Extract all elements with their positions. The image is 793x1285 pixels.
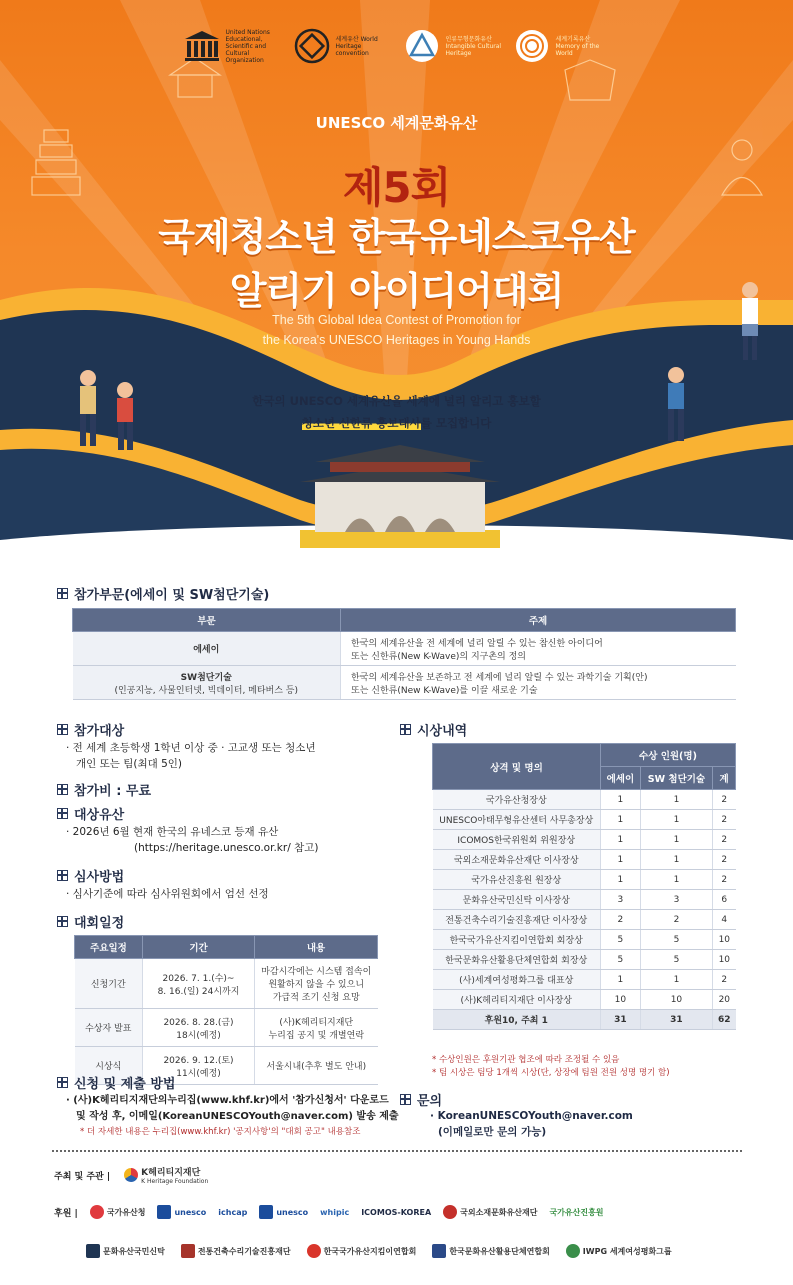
sponsor-row-2 <box>86 1244 672 1258</box>
heritage-utilization-icon <box>432 1244 446 1258</box>
heritage-link: (https://heritage.unesco.or.kr/ 참고) <box>134 842 319 854</box>
awards-table <box>432 743 736 1030</box>
table-header: 주요일정 <box>75 936 143 959</box>
submission-heading: 신청 및 제출 방법 <box>57 1073 175 1092</box>
section-icon <box>57 784 68 795</box>
sponsor-logo: 전통건축수리기술진흥재단 <box>181 1244 291 1258</box>
table-row: 국외소재문화유산재단 이사장상 1 1 2 <box>433 850 736 870</box>
submission-text: · (사)K헤리티지재단의누리집(www.khf.kr)에서 '참가신청서' 다운로드 및 작성 후, 이메일(KoreanUNESCOYouth@naver.com) 발송 제출 <box>66 1095 399 1122</box>
table-row: 국가유산진흥원 원장상 1 1 2 <box>433 870 736 890</box>
table-row: 한국국가유산지킴이연합회 회장상 5 5 10 <box>433 930 736 950</box>
section-icon <box>57 916 68 927</box>
table-header: 상격 및 명의 <box>433 744 601 790</box>
sponsor-logo: ICOMOS-KOREA <box>361 1207 432 1217</box>
sponsor-logo: unesco <box>259 1205 308 1219</box>
sponsor-logo: 한국문화유산활용단체연합회 <box>432 1244 549 1258</box>
table-row: (사)K헤리티지재단 이사장상 10 10 20 <box>433 990 736 1010</box>
table-header: SW 첨단기술 <box>640 767 712 790</box>
section-icon <box>57 588 68 599</box>
sponsor-logo: ichcap <box>218 1207 248 1217</box>
edition-number: 제5회 <box>342 163 451 212</box>
judging-heading: 심사방법 <box>57 866 124 885</box>
sponsor-logo: 문화유산국민신탁 <box>86 1244 165 1258</box>
world-heritage-logo: 세계유산 World Heritage convention <box>292 26 392 66</box>
schedule-heading: 대회일정 <box>57 912 124 931</box>
table-row: 에세이 한국의 세계유산을 전 세계에 널리 알릴 수 있는 참신한 아이디어 또는 신한류(New K-Wave)의 지구촌의 정의 <box>73 632 736 666</box>
section-icon <box>400 724 411 735</box>
khs-emblem-icon <box>90 1205 104 1219</box>
table-header: 수상 인원(명) <box>601 744 736 767</box>
table-row: (사)세계여성평화그룹 대표상 1 1 2 <box>433 970 736 990</box>
section-icon <box>57 870 68 881</box>
english-title: The 5th Global Idea Contest of Promotion for the Korea's UNESCO Heritages in Young Hands <box>262 313 531 347</box>
heritage-heading: 대상유산 <box>57 804 124 823</box>
table-header: 부문 <box>73 609 341 632</box>
section-icon <box>57 808 68 819</box>
intro-text: 한국의 UNESCO 세계유산을 세계에 널리 알리고 홍보할 청소년 신한류 홍보대사를 모집합니다 <box>252 394 541 430</box>
okchf-emblem-icon <box>443 1205 457 1219</box>
iwpg-dove-icon <box>566 1244 580 1258</box>
categories-heading: 참가부문(에세이 및 SW첨단기술) <box>57 584 269 603</box>
table-row: 문화유산국민신탁 이사장상 3 3 6 <box>433 890 736 910</box>
section-icon <box>57 724 68 735</box>
intangible-heritage-icon <box>402 26 442 66</box>
poster-label: UNESCO 세계문화유산 <box>315 114 478 132</box>
table-header: 기간 <box>143 936 255 959</box>
table-row: 국가유산청장상 1 1 2 <box>433 790 736 810</box>
table-row: UNESCO아태무형유산센터 사무총장상 1 1 2 <box>433 810 736 830</box>
table-row: 수상자 발표 2026. 8. 28.(금) 18시(예정) (사)K헤리티지재단 누리집 공지 및 개별연락 <box>75 1009 378 1047</box>
memory-of-world-icon <box>512 26 552 66</box>
table-row: 한국문화유산활용단체연합회 회장상 5 5 10 <box>433 950 736 970</box>
memory-of-world-logo: 세계기록유산 Memory of the World <box>512 26 612 66</box>
unesco-temple-icon <box>157 1205 171 1219</box>
organizer-row: 주최 및 주관 | K헤리티지재단 K Heritage Foundation <box>54 1165 208 1185</box>
eligibility-text: · 전 세계 초등학생 1학년 이상 중 · 고교생 또는 청소년 개인 또는 팀(최대 5인) <box>66 742 316 770</box>
table-row: 전통건축수리기술진흥재단 이사장상 2 2 4 <box>433 910 736 930</box>
unesco-temple-icon <box>259 1205 273 1219</box>
sponsor-logo: unesco <box>157 1205 206 1219</box>
awards-heading: 시상내역 <box>400 720 467 739</box>
intangible-heritage-logo: 인류무형문화유산 Intangible Cultural Heritage <box>402 26 502 66</box>
sponsor-logo: 한국국가유산지킴이연합회 <box>307 1244 417 1258</box>
table-header: 내용 <box>255 936 378 959</box>
sponsor-logo: IWPG 세계여성평화그룹 <box>566 1244 672 1258</box>
categories-table <box>72 608 736 700</box>
schedule-table <box>74 935 378 1085</box>
traditional-architecture-icon <box>181 1244 195 1258</box>
national-trust-icon <box>86 1244 100 1258</box>
sponsor-logo: 국외소재문화유산재단 <box>443 1205 537 1219</box>
contact-text: · KoreanUNESCOYouth@naver.com (이메일로만 문의 가능) <box>430 1110 633 1138</box>
table-row: 신청기간 2026. 7. 1.(수)~ 8. 16.(일) 24시까지 마감시각에는 시스템 접속이 원활하지 않을 수 있으니 가급적 조기 신청 요망 <box>75 959 378 1009</box>
table-row: ICOMOS한국위원회 위원장상 1 1 2 <box>433 830 736 850</box>
sponsor-logo: whipic <box>320 1207 350 1217</box>
sponsor-row-1: 후원 | 국가유산청 unesco ichcap unesco whipic ICOMOS-KOREA 국외소재문화유산재단 국가유산진흥원 <box>54 1205 604 1219</box>
contact-email[interactable]: · KoreanUNESCOYouth@naver.com <box>430 1110 633 1122</box>
awards-notes: * 수상인원은 후원기관 협조에 따라 조정될 수 있음 * 팀 시상은 팀당 1개씩 시상(단, 상장에 팀원 전원 성명 명기 함) <box>432 1055 670 1078</box>
footer-divider <box>52 1150 742 1152</box>
palace-gate-icon <box>300 445 500 548</box>
unesco-logo: United Nations Educational, Scientific and Cultural Organization <box>182 26 282 66</box>
table-row: SW첨단기술 (인공지능, 사물인터넷, 빅데이터, 메타버스 등) 한국의 세계유산을 보존하고 전 세계에 널리 알릴 수 있는 과학기술 기획(안) 또는 신한류(New K-Wave)를 이끌 새로운 기술 <box>73 666 736 700</box>
k-heritage-logo: K헤리티지재단 K Heritage Foundation <box>124 1165 208 1185</box>
table-total-row: 후원10, 주최 1 31 31 62 <box>433 1010 736 1030</box>
heritage-text: · 2026년 6월 현재 한국의 유네스코 등재 유산 (https://heritage.unesco.or.kr/ 참고) <box>66 826 319 854</box>
fee-heading: 참가비 : 무료 <box>57 780 151 799</box>
unesco-temple-icon <box>182 26 222 66</box>
section-icon <box>400 1094 411 1105</box>
judging-text: · 심사기준에 따라 심사위원회에서 엄선 선정 <box>66 888 269 900</box>
poster-title: 국제청소년 한국유네스코유산 알리기 아이디어대회 <box>158 215 635 313</box>
eligibility-heading: 참가대상 <box>57 720 124 739</box>
table-header: 주제 <box>341 609 736 632</box>
section-icon <box>57 1077 68 1088</box>
header-logo-row <box>0 26 793 66</box>
poster-hero <box>0 0 793 560</box>
sponsor-logo: 국가유산진흥원 <box>549 1207 604 1217</box>
heritage-guardian-icon <box>307 1244 321 1258</box>
table-header: 에세이 <box>601 767 641 790</box>
table-header: 계 <box>713 767 736 790</box>
contact-heading: 문의 <box>400 1090 442 1109</box>
submission-note: * 더 자세한 내용은 누리집(www.khf.kr) '공지사항'의 "대회 공고" 내용참조 <box>80 1127 361 1137</box>
world-heritage-icon <box>292 26 332 66</box>
sponsor-logo: 국가유산청 <box>90 1205 146 1219</box>
k-heritage-icon <box>124 1168 138 1182</box>
table-row: 시상식 2026. 9. 12.(토) 11시(예정) 서울시내(추후 별도 안내) <box>75 1047 378 1085</box>
